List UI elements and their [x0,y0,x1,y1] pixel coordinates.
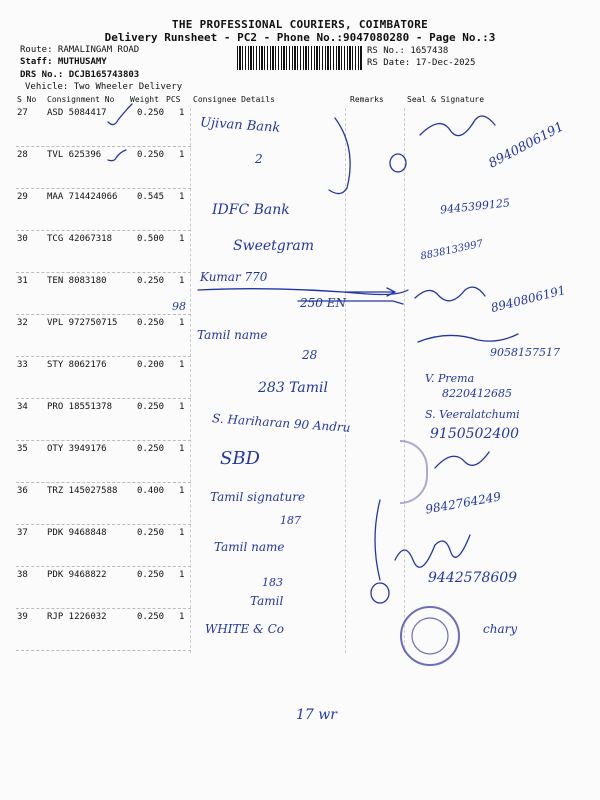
handwritten-phone: 9842764249 [424,489,502,517]
row-consignment: TVL 625396 [47,150,102,160]
row-weight: 0.250 [137,528,165,538]
col-weight: Weight [130,95,159,104]
row-weight: 0.250 [137,150,165,160]
bracket-mark [375,500,380,580]
company-seal-stamp [398,604,462,668]
handwritten-consignee: Tamil name [214,540,285,554]
tick-mark [108,150,126,161]
rs-number: RS No.: 1657438 [367,46,449,56]
handwritten-consignee: Sweetgram [233,238,315,254]
row-sno: 35 [17,444,28,454]
handwritten-consignee: 283 Tamil [258,380,328,396]
col-seal: Seal & Signature [407,95,485,104]
col-details: Consignee Details [193,95,275,104]
row-pcs: 1 [179,486,185,496]
col-sno: S No [17,95,37,104]
handwritten-phone: 9150502400 [430,426,520,442]
row-consignment: PDK 9468822 [47,570,107,580]
handwritten-note: 187 [280,514,301,527]
row-weight: 0.250 [137,570,165,580]
handwritten-note: 250 EN [300,296,346,310]
row-weight: 0.545 [137,192,165,202]
row-sno: 29 [17,192,28,202]
row-sno: 31 [17,276,28,286]
row-sno: 30 [17,234,28,244]
row-sno: 39 [17,612,28,622]
row-consignment: ASD 5084417 [47,108,107,118]
scribble-mark [420,116,495,136]
scribble-mark [415,287,485,301]
handwritten-note: 2 [255,152,263,166]
row-sno: 27 [17,108,28,118]
scribble-mark [395,535,470,567]
handwritten-receiver: S. Veeralatchumi [425,408,520,421]
row-pcs: 1 [179,192,185,202]
handwritten-consignee: Tamil [250,594,284,608]
row-sno: 38 [17,570,28,580]
row-weight: 0.250 [137,444,165,454]
handwritten-consignee: IDFC Bank [212,202,290,218]
handwritten-consignee: SBD [220,448,260,469]
row-sno: 34 [17,402,28,412]
handwritten-phone: 9442578609 [428,570,518,586]
row-pcs: 1 [179,528,185,538]
bracket-mark [329,118,350,194]
handwritten-consignee: Ujivan Bank [199,115,281,136]
handwritten-consignee: Kumar 770 [200,270,268,284]
handwritten-consignee: S. Hariharan 90 Andru [211,411,351,435]
scribble-mark [435,452,489,468]
row-consignment: TEN 8083180 [47,276,107,286]
handwritten-note: 28 [302,348,318,362]
row-sno: 32 [17,318,28,328]
row-sno: 33 [17,360,28,370]
row-weight: 0.250 [137,612,165,622]
col-remarks: Remarks [350,95,384,104]
handwritten-signature: chary [483,622,518,636]
handwritten-phone: 8940806191 [486,119,567,172]
handwritten-consignee: Tamil signature [210,490,306,504]
runsheet-title: Delivery Runsheet - PC2 - Phone No.:9047080280 - Page No.:3 [104,31,496,44]
col-pcs: PCS [166,95,181,104]
row-weight: 0.500 [137,234,165,244]
row-sno: 37 [17,528,28,538]
row-pcs: 1 [179,612,185,622]
rs-date: RS Date: 17-Dec-2025 [367,58,476,68]
row-pcs: 1 [179,318,185,328]
handwritten-receiver: V. Prema [425,372,475,385]
handwritten-phone: 8220412685 [442,387,512,400]
circle-mark [390,154,406,172]
handwritten-consignee: Tamil name [197,328,268,342]
handwritten-note: 183 [262,576,283,589]
row-consignment: VPL 972750715 [47,318,118,328]
row-pcs: 1 [179,108,185,118]
handwritten-phone: 9445399125 [439,196,511,217]
col-consignment: Consignment No [47,95,115,104]
row-consignment: PDK 9468848 [47,528,107,538]
row-consignment: STY 8062176 [47,360,107,370]
row-weight: 0.200 [137,360,165,370]
drs-number: DRS No.: DCJB165743803 [20,70,140,80]
handwritten-footer-note: 17 wr [296,707,337,723]
company-title: THE PROFESSIONAL COURIERS, COIMBATORE [171,18,429,31]
row-consignment: TCG 42067318 [47,234,113,244]
tick-mark [108,104,132,125]
handwritten-phone: 8940806191 [489,282,567,316]
circle-mark [371,583,389,603]
staff-label: Staff: MUTHUSAMY [20,57,107,67]
row-pcs: 1 [179,150,185,160]
row-weight: 0.250 [137,318,165,328]
row-pcs: 1 [179,570,185,580]
handwritten-phone: 9058157517 [490,346,560,359]
handwritten-consignee: WHITE & Co [205,622,285,636]
row-consignment: PRO 18551378 [47,402,113,412]
vehicle-label: Vehicle: Two Wheeler Delivery [25,82,183,92]
row-weight: 0.400 [137,486,165,496]
row-consignment: OTY 3949176 [47,444,107,454]
route-label: Route: RAMALINGAM ROAD [20,45,140,55]
row-consignment: TRZ 145027588 [47,486,118,496]
handwritten-note: 98 [172,300,186,313]
handwritten-phone: 8838133997 [419,238,485,263]
row-weight: 0.250 [137,108,165,118]
row-consignment: RJP 1226032 [47,612,107,622]
row-weight: 0.250 [137,276,165,286]
row-weight: 0.250 [137,402,165,412]
row-pcs: 1 [179,276,185,286]
row-pcs: 1 [179,234,185,244]
row-pcs: 1 [179,402,185,412]
row-pcs: 1 [179,360,185,370]
scribble-mark [418,334,518,342]
row-sno: 28 [17,150,28,160]
row-consignment: MAA 714424066 [47,192,118,202]
row-pcs: 1 [179,444,185,454]
row-sno: 36 [17,486,28,496]
